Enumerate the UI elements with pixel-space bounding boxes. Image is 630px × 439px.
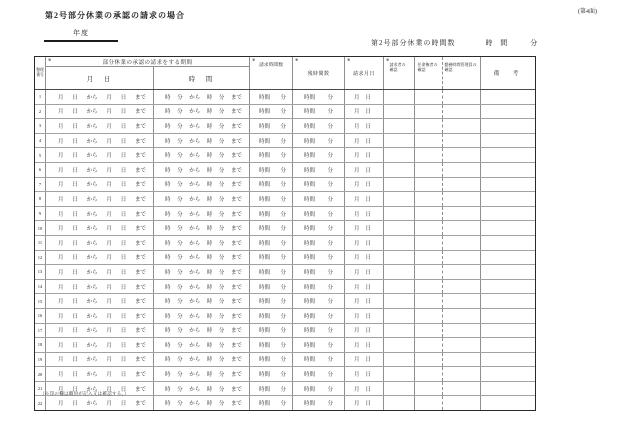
row-number-cell — [35, 207, 46, 221]
asterisk-mark: ※ — [386, 57, 390, 62]
remaining-hours-cell: 時間 分 — [293, 338, 345, 352]
remaining-hours-cell: 時間 分 — [293, 178, 345, 192]
remaining-hours-cell: 時間 分 — [293, 236, 345, 250]
requester-confirmation-cell — [384, 192, 415, 206]
hours-manager-confirmation-cell — [443, 119, 481, 133]
table-row — [35, 294, 535, 309]
hours-manager-confirmation-cell — [443, 251, 481, 265]
fiscal-year-label: 年度 — [73, 29, 89, 37]
asterisk-mark: ※ — [252, 57, 256, 62]
requested-hours-cell: 時間 分 — [250, 367, 293, 381]
appointer-confirmation-cell — [415, 90, 443, 104]
requested-hours-cell: 時間 分 — [250, 265, 293, 279]
remarks-cell — [481, 396, 535, 410]
remarks-cell — [481, 309, 535, 323]
remarks-cell — [481, 294, 535, 308]
remaining-hours-cell: 時間 分 — [293, 265, 345, 279]
table-row — [35, 367, 535, 382]
time-range-cell: 時 分 から 時 分 まで — [154, 163, 250, 177]
hours-manager-confirmation-cell — [443, 367, 481, 381]
row-number-cell — [35, 236, 46, 250]
time-range-cell: 時 分 から 時 分 まで — [154, 396, 250, 410]
time-range-cell: 時 分 から 時 分 まで — [154, 382, 250, 396]
requester-confirmation-cell — [384, 294, 415, 308]
row-number: 3 — [38, 123, 42, 129]
remaining-hours-cell: 時間 分 — [293, 192, 345, 206]
row-number-cell — [35, 178, 46, 192]
remarks-cell — [481, 134, 535, 148]
appointer-confirmation-cell — [415, 134, 443, 148]
remaining-hours-cell: 時間 分 — [293, 251, 345, 265]
table-row — [35, 90, 535, 105]
table-row — [35, 396, 535, 410]
date-range-cell: 月 日 から 月 日 まで — [46, 134, 154, 148]
requester-confirmation-cell — [384, 353, 415, 367]
period-subheader-row — [46, 67, 250, 89]
date-range-cell: 月 日 から 月 日 まで — [46, 148, 154, 162]
row-number-cell — [35, 324, 46, 338]
appointer-confirmation-cell — [415, 353, 443, 367]
hours-manager-confirmation-cell — [443, 294, 481, 308]
col-header-appointer-confirmation: 任命権者の確認 — [415, 57, 443, 89]
request-date-cell: 月 日 — [345, 294, 384, 308]
requested-hours-cell: 時間 分 — [250, 294, 293, 308]
remarks-cell — [481, 207, 535, 221]
remaining-hours-cell: 時間 分 — [293, 90, 345, 104]
requester-confirmation-cell — [384, 221, 415, 235]
hours-manager-confirmation-cell — [443, 324, 481, 338]
row-number-cell — [35, 90, 46, 104]
hours-manager-confirmation-cell — [443, 134, 481, 148]
row-number: 12 — [37, 254, 43, 260]
request-date-cell: 月 日 — [345, 265, 384, 279]
appointer-confirmation-cell — [415, 192, 443, 206]
date-range-cell: 月 日 から 月 日 まで — [46, 236, 154, 250]
row-number: 2 — [38, 108, 42, 114]
requested-hours-cell: 時間 分 — [250, 178, 293, 192]
table-row — [35, 192, 535, 207]
time-range-cell: 時 分 から 時 分 まで — [154, 309, 250, 323]
date-range-cell: 月 日 から 月 日 まで — [46, 353, 154, 367]
requester-confirmation-cell — [384, 207, 415, 221]
row-number: 1 — [38, 94, 42, 100]
hours-manager-confirmation-cell — [443, 163, 481, 177]
row-number-cell — [35, 105, 46, 119]
requester-confirmation-cell — [384, 178, 415, 192]
asterisk-mark: ※ — [48, 57, 52, 62]
requested-hours-cell: 時間 分 — [250, 353, 293, 367]
appointer-confirmation-cell — [415, 367, 443, 381]
request-table — [34, 56, 536, 411]
hours-manager-confirmation-cell — [443, 105, 481, 119]
hours-manager-confirmation-cell — [443, 207, 481, 221]
time-range-cell: 時 分 から 時 分 まで — [154, 178, 250, 192]
row-number-cell — [35, 192, 46, 206]
request-date-cell: 月 日 — [345, 236, 384, 250]
remarks-cell — [481, 221, 535, 235]
col-header-remaining-hours: ※ 残時間数 — [293, 57, 345, 89]
col-header-period — [46, 57, 250, 67]
total-hours-value: 時 間 分 — [485, 39, 541, 47]
hours-manager-confirmation-cell — [443, 353, 481, 367]
row-number-cell — [35, 294, 46, 308]
table-row — [35, 280, 535, 295]
requested-hours-cell: 時間 分 — [250, 309, 293, 323]
row-number-cell — [35, 353, 46, 367]
requester-confirmation-cell — [384, 134, 415, 148]
time-range-cell: 時 分 から 時 分 まで — [154, 338, 250, 352]
appointer-confirmation-cell — [415, 178, 443, 192]
remarks-cell — [481, 324, 535, 338]
row-number: 19 — [37, 356, 43, 362]
date-range-cell: 月 日 から 月 日 まで — [46, 338, 154, 352]
appointer-confirmation-cell — [415, 251, 443, 265]
requested-hours-cell: 時間 分 — [250, 148, 293, 162]
requested-hours-cell: 時間 分 — [250, 251, 293, 265]
request-date-cell: 月 日 — [345, 221, 384, 235]
time-range-cell: 時 分 から 時 分 まで — [154, 236, 250, 250]
row-number-cell — [35, 134, 46, 148]
date-range-cell: 月 日 から 月 日 まで — [46, 382, 154, 396]
col-header-period-group — [46, 57, 250, 89]
table-row — [35, 148, 535, 163]
requested-hours-cell: 時間 分 — [250, 192, 293, 206]
remarks-cell — [481, 236, 535, 250]
sheet-number-label: (第4面) — [578, 9, 597, 15]
requested-hours-cell: 時間 分 — [250, 90, 293, 104]
requester-confirmation-cell — [384, 148, 415, 162]
date-range-cell: 月 日 から 月 日 まで — [46, 251, 154, 265]
table-row — [35, 221, 535, 236]
remarks-cell — [481, 192, 535, 206]
remaining-hours-cell: 時間 分 — [293, 396, 345, 410]
row-number: 15 — [37, 298, 43, 304]
row-number: 8 — [38, 196, 42, 202]
row-number-cell — [35, 367, 46, 381]
time-range-cell: 時 分 から 時 分 まで — [154, 148, 250, 162]
request-date-cell: 月 日 — [345, 105, 384, 119]
hours-manager-confirmation-cell — [443, 309, 481, 323]
remarks-cell — [481, 251, 535, 265]
page-title: 第2号部分休業の承認の請求の場合 — [45, 11, 185, 20]
table-row — [35, 265, 535, 280]
time-range-cell: 時 分 から 時 分 まで — [154, 119, 250, 133]
requested-hours-cell: 時間 分 — [250, 119, 293, 133]
requested-hours-cell: 時間 分 — [250, 207, 293, 221]
hours-manager-confirmation-cell — [443, 396, 481, 410]
request-date-cell: 月 日 — [345, 367, 384, 381]
table-body — [35, 90, 535, 410]
table-row — [35, 353, 535, 368]
requester-confirmation-cell — [384, 105, 415, 119]
appointer-confirmation-cell — [415, 294, 443, 308]
row-number-cell — [35, 338, 46, 352]
appointer-confirmation-cell — [415, 119, 443, 133]
hours-manager-confirmation-cell — [443, 236, 481, 250]
appointer-confirmation-cell — [415, 163, 443, 177]
col-header-serial: 整理番号 — [35, 57, 46, 89]
remaining-hours-cell: 時間 分 — [293, 353, 345, 367]
remarks-cell — [481, 90, 535, 104]
row-number-cell — [35, 221, 46, 235]
requester-confirmation-cell — [384, 236, 415, 250]
requester-confirmation-cell — [384, 90, 415, 104]
table-row — [35, 207, 535, 222]
row-number: 22 — [37, 400, 43, 406]
appointer-confirmation-cell — [415, 207, 443, 221]
remarks-cell — [481, 367, 535, 381]
remarks-cell — [481, 280, 535, 294]
remaining-hours-cell: 時間 分 — [293, 207, 345, 221]
requested-hours-cell: 時間 分 — [250, 396, 293, 410]
requested-hours-cell: 時間 分 — [250, 221, 293, 235]
remarks-cell — [481, 148, 535, 162]
row-number: 13 — [37, 269, 43, 275]
remaining-hours-cell: 時間 分 — [293, 105, 345, 119]
remaining-hours-cell: 時間 分 — [293, 367, 345, 381]
date-range-cell: 月 日 から 月 日 まで — [46, 396, 154, 410]
requester-confirmation-cell — [384, 119, 415, 133]
row-number: 7 — [38, 181, 42, 187]
col-header-time: 時 間 — [154, 67, 250, 89]
remarks-cell — [481, 382, 535, 396]
row-number-cell — [35, 265, 46, 279]
time-range-cell: 時 分 から 時 分 まで — [154, 294, 250, 308]
row-number: 10 — [37, 225, 43, 231]
row-number-cell — [35, 280, 46, 294]
row-number: 6 — [38, 167, 42, 173]
appointer-confirmation-cell — [415, 105, 443, 119]
request-date-cell: 月 日 — [345, 338, 384, 352]
date-range-cell: 月 日 から 月 日 まで — [46, 90, 154, 104]
row-number-cell — [35, 251, 46, 265]
asterisk-mark: ※ — [347, 57, 351, 62]
request-date-cell: 月 日 — [345, 396, 384, 410]
date-range-cell: 月 日 から 月 日 まで — [46, 324, 154, 338]
appointer-confirmation-cell — [415, 148, 443, 162]
request-date-cell: 月 日 — [345, 163, 384, 177]
table-row — [35, 251, 535, 266]
remarks-cell — [481, 353, 535, 367]
time-range-cell: 時 分 から 時 分 まで — [154, 192, 250, 206]
remaining-hours-cell: 時間 分 — [293, 309, 345, 323]
time-range-cell: 時 分 から 時 分 まで — [154, 280, 250, 294]
appointer-confirmation-cell — [415, 265, 443, 279]
requester-confirmation-cell — [384, 367, 415, 381]
col-header-request-date: ※ 請求月日 — [345, 57, 384, 89]
request-date-cell: 月 日 — [345, 251, 384, 265]
hours-manager-confirmation-cell — [443, 178, 481, 192]
hours-manager-confirmation-cell — [443, 338, 481, 352]
remarks-cell — [481, 163, 535, 177]
row-number: 21 — [37, 386, 43, 392]
row-number: 20 — [37, 371, 43, 377]
date-range-cell: 月 日 から 月 日 まで — [46, 163, 154, 177]
request-date-cell: 月 日 — [345, 148, 384, 162]
time-range-cell: 時 分 から 時 分 まで — [154, 90, 250, 104]
table-row — [35, 338, 535, 353]
requested-hours-cell: 時間 分 — [250, 338, 293, 352]
request-date-cell: 月 日 — [345, 90, 384, 104]
table-row — [35, 236, 535, 251]
requester-confirmation-cell — [384, 324, 415, 338]
appointer-confirmation-cell — [415, 396, 443, 410]
request-date-cell: 月 日 — [345, 192, 384, 206]
row-number: 14 — [37, 284, 43, 290]
request-date-cell: 月 日 — [345, 134, 384, 148]
remaining-hours-cell: 時間 分 — [293, 119, 345, 133]
remaining-hours-cell: 時間 分 — [293, 221, 345, 235]
request-date-cell: 月 日 — [345, 207, 384, 221]
table-row — [35, 134, 535, 149]
requested-hours-cell: 時間 分 — [250, 105, 293, 119]
table-row — [35, 163, 535, 178]
appointer-confirmation-cell — [415, 236, 443, 250]
request-date-cell: 月 日 — [345, 280, 384, 294]
request-date-cell: 月 日 — [345, 119, 384, 133]
time-range-cell: 時 分 から 時 分 まで — [154, 221, 250, 235]
time-range-cell: 時 分 から 時 分 まで — [154, 367, 250, 381]
request-date-cell: 月 日 — [345, 178, 384, 192]
remarks-cell — [481, 265, 535, 279]
requester-confirmation-cell — [384, 396, 415, 410]
col-header-requested-hours: ※ 請求時間数 — [250, 57, 293, 89]
row-number: 18 — [37, 342, 43, 348]
appointer-confirmation-cell — [415, 309, 443, 323]
appointer-confirmation-cell — [415, 221, 443, 235]
hours-manager-confirmation-cell — [443, 90, 481, 104]
requested-hours-cell: 時間 分 — [250, 163, 293, 177]
date-range-cell: 月 日 から 月 日 まで — [46, 294, 154, 308]
row-number-cell — [35, 148, 46, 162]
row-number: 17 — [37, 327, 43, 333]
col-header-hours-manager-confirmation: 勤務時間管理員の確認 — [443, 57, 481, 89]
row-number-cell — [35, 163, 46, 177]
date-range-cell: 月 日 から 月 日 まで — [46, 105, 154, 119]
total-hours-label: 第2号部分休業の時間数 — [371, 39, 456, 47]
table-row — [35, 178, 535, 193]
appointer-confirmation-cell — [415, 382, 443, 396]
date-range-cell: 月 日 から 月 日 まで — [46, 280, 154, 294]
col-header-requester-confirmation: ※ 請求者の確認 — [384, 57, 415, 89]
period-header-label: 部分休業の承認の請求をする期間 — [102, 59, 193, 66]
table-row — [35, 324, 535, 339]
requested-hours-cell: 時間 分 — [250, 236, 293, 250]
requester-confirmation-cell — [384, 382, 415, 396]
requester-confirmation-cell — [384, 280, 415, 294]
requested-hours-cell: 時間 分 — [250, 324, 293, 338]
hours-manager-confirmation-cell — [443, 192, 481, 206]
footnote: （※印の欄は職員が記入又は確認する。） — [40, 391, 129, 396]
hours-manager-confirmation-cell — [443, 221, 481, 235]
request-date-cell: 月 日 — [345, 353, 384, 367]
remarks-cell — [481, 178, 535, 192]
remaining-hours-cell: 時間 分 — [293, 280, 345, 294]
row-number: 5 — [38, 152, 42, 158]
requested-hours-cell: 時間 分 — [250, 382, 293, 396]
fiscal-year-underline — [44, 40, 118, 42]
row-number: 11 — [37, 240, 43, 246]
hours-manager-confirmation-cell — [443, 265, 481, 279]
row-number-cell — [35, 396, 46, 410]
date-range-cell: 月 日 から 月 日 まで — [46, 367, 154, 381]
date-range-cell: 月 日 から 月 日 まで — [46, 221, 154, 235]
date-range-cell: 月 日 から 月 日 まで — [46, 192, 154, 206]
time-range-cell: 時 分 から 時 分 まで — [154, 353, 250, 367]
col-header-date: 月 日 — [46, 67, 154, 89]
time-range-cell: 時 分 から 時 分 まで — [154, 251, 250, 265]
date-range-cell: 月 日 から 月 日 まで — [46, 207, 154, 221]
remarks-cell — [481, 119, 535, 133]
requested-hours-cell: 時間 分 — [250, 280, 293, 294]
row-number: 16 — [37, 313, 43, 319]
requester-confirmation-cell — [384, 251, 415, 265]
time-range-cell: 時 分 から 時 分 まで — [154, 265, 250, 279]
time-range-cell: 時 分 から 時 分 まで — [154, 105, 250, 119]
row-number-cell — [35, 309, 46, 323]
requester-confirmation-cell — [384, 163, 415, 177]
table-row — [35, 119, 535, 134]
row-number: 9 — [38, 211, 42, 217]
row-number-cell — [35, 119, 46, 133]
requester-confirmation-cell — [384, 338, 415, 352]
col-header-remarks: 備 考 — [493, 71, 523, 77]
table-row — [35, 105, 535, 120]
appointer-confirmation-cell — [415, 280, 443, 294]
remaining-hours-cell: 時間 分 — [293, 294, 345, 308]
requester-confirmation-cell — [384, 309, 415, 323]
time-range-cell: 時 分 から 時 分 まで — [154, 324, 250, 338]
remarks-cell — [481, 338, 535, 352]
appointer-confirmation-cell — [415, 324, 443, 338]
request-date-cell: 月 日 — [345, 324, 384, 338]
remaining-hours-cell: 時間 分 — [293, 163, 345, 177]
table-row — [35, 309, 535, 324]
remarks-cell — [481, 105, 535, 119]
asterisk-mark: ※ — [295, 57, 299, 62]
hours-manager-confirmation-cell — [443, 382, 481, 396]
total-hours-summary — [371, 38, 540, 48]
time-range-cell: 時 分 から 時 分 まで — [154, 207, 250, 221]
remaining-hours-cell: 時間 分 — [293, 324, 345, 338]
hours-manager-confirmation-cell — [443, 280, 481, 294]
time-range-cell: 時 分 から 時 分 まで — [154, 134, 250, 148]
request-date-cell: 月 日 — [345, 309, 384, 323]
remaining-hours-cell: 時間 分 — [293, 382, 345, 396]
date-range-cell: 月 日 から 月 日 まで — [46, 309, 154, 323]
appointer-confirmation-cell — [415, 338, 443, 352]
remaining-hours-cell: 時間 分 — [293, 134, 345, 148]
date-range-cell: 月 日 から 月 日 まで — [46, 178, 154, 192]
remaining-hours-cell: 時間 分 — [293, 148, 345, 162]
requester-confirmation-cell — [384, 265, 415, 279]
row-number: 4 — [38, 138, 42, 144]
requested-hours-cell: 時間 分 — [250, 134, 293, 148]
date-range-cell: 月 日 から 月 日 まで — [46, 265, 154, 279]
hours-manager-confirmation-cell — [443, 148, 481, 162]
table-header-row — [35, 57, 535, 90]
date-range-cell: 月 日 から 月 日 まで — [46, 119, 154, 133]
request-date-cell: 月 日 — [345, 382, 384, 396]
